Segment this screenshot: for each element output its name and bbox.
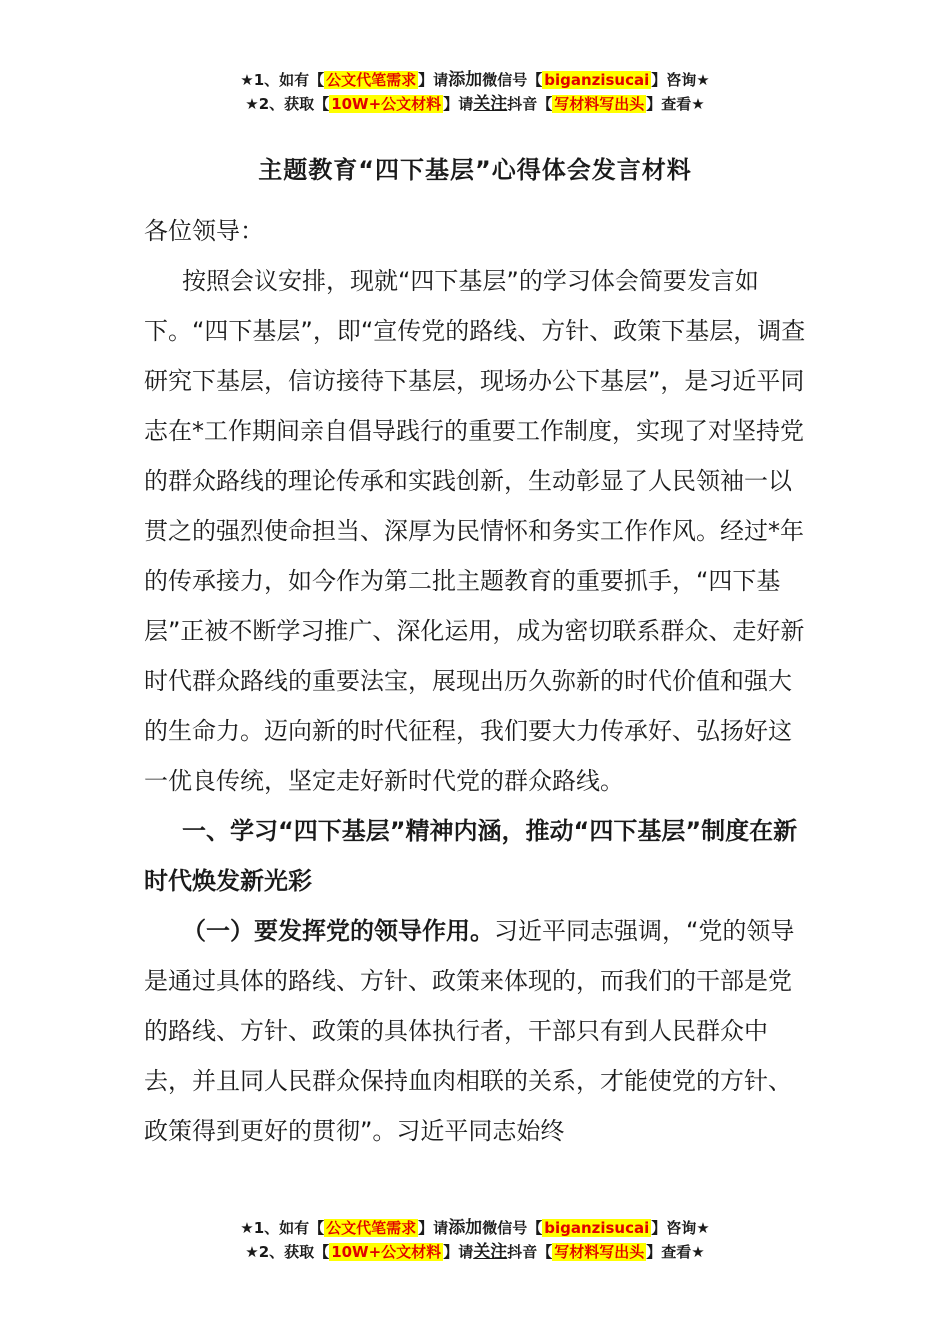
notice-text: 抖音【 [507,95,553,113]
document-body [144,206,808,1156]
document-title: 主题教育“四下基层”心得体会发言材料 [258,156,692,184]
paragraph-subsection [144,906,808,1156]
subsection-lead: （一）要发挥党的领导作用。 [182,917,494,945]
notice-text: 抖音【 [507,1243,553,1261]
notice-text: 】查看★ [646,95,705,113]
notice-highlight: 公文代笔需求 [326,71,417,89]
subsection-text: 习近平同志强调，“党的领导是通过具体的路线、方针、政策来体现的，而我们的干部是党的路线、方针、政策的具体执行者，干部只有到人民群众中去，并且同人民群众保持血肉相联的关系，才能使党的方针、政策得到更好的贯彻”。习近平同志始终 [144,917,795,1145]
notice-text: ★1、如有【 [240,1219,325,1237]
notice-highlight: 公文代笔需求 [326,1219,417,1237]
notice-text: 微信号【 [482,71,543,89]
notice-text: 】咨询★ [651,1219,710,1237]
footer-notice [0,1216,950,1264]
notice-wechat-id: biganzisucai [544,71,650,89]
notice-wechat-id: biganzisucai [544,1219,650,1237]
section-heading: 一、学习“四下基层”精神内涵，推动“四下基层”制度在新时代焕发新光彩 [144,817,798,895]
notice-douyin-id: 写材料写出头 [554,95,645,113]
notice-highlight: 10W+公文材料 [331,95,442,113]
notice-text: ★2、获取【 [245,95,330,113]
notice-text: ★2、获取【 [245,1243,330,1261]
notice-text: 】请 [418,71,449,89]
notice-emphasis: 关注 [473,1242,508,1262]
notice-text: 】请 [418,1219,449,1237]
header-notice [0,68,950,116]
notice-emphasis: 添加 [448,1218,483,1238]
notice-text: 微信号【 [482,1219,543,1237]
notice-douyin-id: 写材料写出头 [554,1243,645,1261]
notice-highlight: 10W+公文材料 [331,1243,442,1261]
notice-line-2 [0,1240,950,1264]
notice-line-2 [0,92,950,116]
notice-emphasis: 关注 [473,94,508,114]
salutation: 各位领导： [144,217,264,245]
notice-line-1 [0,68,950,92]
notice-text: 】请 [443,95,474,113]
notice-line-1 [0,1216,950,1240]
notice-text: ★1、如有【 [240,71,325,89]
notice-emphasis: 添加 [448,70,483,90]
notice-text: 】查看★ [646,1243,705,1261]
paragraph-intro: 按照会议安排，现就“四下基层”的学习体会简要发言如下。“四下基层”，即“宣传党的路线、方针、政策下基层，调查研究下基层，信访接待下基层，现场办公下基层”，是习近平同志在*工作期间亲自倡导践行的重要工作制度，实现了对坚持党的群众路线的理论传承和实践创新，生动彰显了人民领袖一以贯之的强烈使命担当、深厚为民情怀和务实工作作风。经过*年的传承接力，如今作为第二批主题教育的重要抓手，“四下基层”正被不断学习推广、深化运用，成为密切联系群众、走好新时代群众路线的重要法宝，展现出历久弥新的时代价值和强大的生命力。迈向新的时代征程，我们要大力传承好、弘扬好这一优良传统，坚定走好新时代党的群众路线。 [144,267,806,795]
notice-text: 】请 [443,1243,474,1261]
notice-text: 】咨询★ [651,71,710,89]
